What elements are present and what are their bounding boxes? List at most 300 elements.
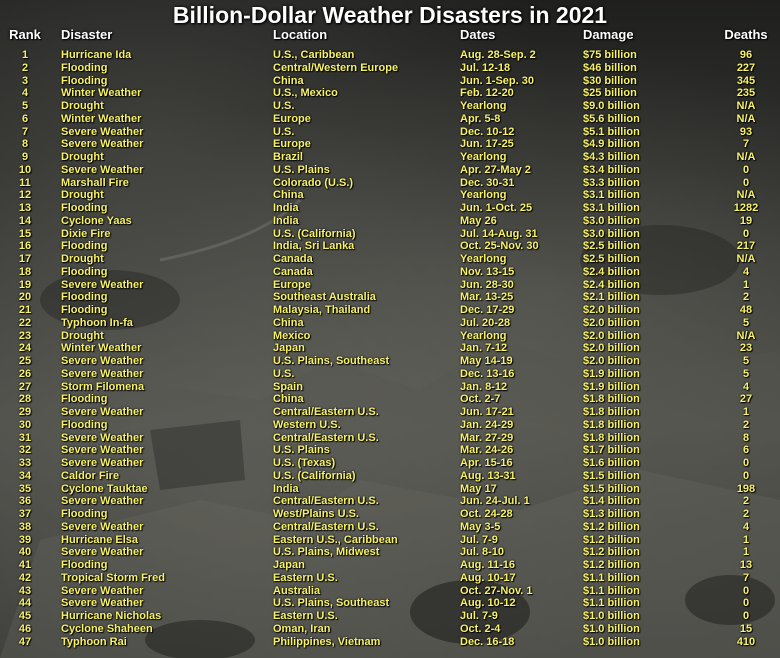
disaster-cell: Severe Weather <box>61 584 144 597</box>
damage-cell: $2.0 billion <box>583 342 640 355</box>
deaths-cell: 19 <box>739 214 753 227</box>
table-row <box>0 291 780 304</box>
damage-cell: $1.1 billion <box>583 597 640 610</box>
disaster-cell: Flooding <box>61 265 108 278</box>
damage-cell: $46 billion <box>583 61 637 74</box>
deaths-cell: 0 <box>742 469 750 482</box>
rank-cell: 12 <box>18 189 32 202</box>
table-row <box>0 597 780 610</box>
disaster-cell: Severe Weather <box>61 278 144 291</box>
rank-cell: 8 <box>21 138 29 151</box>
deaths-cell: N/A <box>736 189 756 202</box>
rank-cell: 23 <box>18 329 32 342</box>
rank-cell: 1 <box>21 49 29 61</box>
rank-cell: 19 <box>18 278 32 291</box>
dates-cell: Yearlong <box>460 151 507 163</box>
deaths-cell: 0 <box>742 610 750 622</box>
damage-cell: $1.1 billion <box>583 571 640 584</box>
disaster-cell: Severe Weather <box>61 431 144 444</box>
rank-cell: 18 <box>18 265 32 278</box>
disaster-cell: Drought <box>61 189 104 202</box>
disaster-cell: Caldor Fire <box>61 469 120 482</box>
deaths-cell: 2 <box>742 291 750 304</box>
rank-cell: 3 <box>21 74 29 87</box>
damage-cell: $1.0 billion <box>583 610 640 622</box>
deaths-cell: 8 <box>742 431 750 444</box>
location-cell: West/Plains U.S. <box>273 508 359 520</box>
deaths-cell: 93 <box>739 125 753 138</box>
table-row <box>0 457 780 470</box>
dates-cell: Jul. 20-28 <box>460 316 511 329</box>
table-row <box>0 215 780 228</box>
disaster-cell: Typhoon In-fa <box>61 316 133 329</box>
location-cell: Canada <box>273 265 313 278</box>
table-row <box>0 495 780 508</box>
location-cell: U.S. Plains <box>273 444 330 457</box>
header-damage: Damage <box>583 27 634 42</box>
rank-cell: 47 <box>18 635 32 648</box>
disaster-cell: Winter Weather <box>61 87 142 100</box>
location-cell: Central/Western Europe <box>273 61 399 74</box>
location-cell: U.S. <box>273 100 295 112</box>
location-cell: Eastern U.S. <box>273 610 338 622</box>
deaths-cell: 0 <box>742 597 750 610</box>
damage-cell: $1.0 billion <box>583 635 640 648</box>
location-cell: Eastern U.S. <box>273 571 338 584</box>
dates-cell: Dec. 10-12 <box>460 125 515 138</box>
deaths-cell: 0 <box>742 163 750 176</box>
rank-cell: 28 <box>18 393 32 406</box>
location-cell: China <box>273 393 304 406</box>
deaths-cell: 1282 <box>733 202 759 214</box>
disaster-cell: Cyclone Tauktae <box>61 482 148 495</box>
rank-cell: 44 <box>18 597 32 610</box>
rank-cell: 40 <box>18 546 32 559</box>
damage-cell: $2.4 billion <box>583 265 640 278</box>
dates-cell: Apr. 27-May 2 <box>460 163 531 176</box>
page-title: Billion-Dollar Weather Disasters in 2021 <box>172 2 608 28</box>
table-row <box>0 202 780 215</box>
dates-cell: Jun. 1-Oct. 25 <box>460 202 533 214</box>
disaster-cell: Flooding <box>61 74 108 87</box>
dates-cell: Yearlong <box>460 253 507 265</box>
table-row <box>0 444 780 457</box>
table-row <box>0 610 780 623</box>
disaster-cell: Severe Weather <box>61 163 144 176</box>
table-row <box>0 164 780 177</box>
disaster-table <box>0 49 780 648</box>
rank-cell: 14 <box>18 214 32 227</box>
dates-cell: Jun. 28-30 <box>460 278 514 291</box>
location-cell: U.S. Plains <box>273 163 330 176</box>
location-cell: Western U.S. <box>273 418 341 431</box>
rank-cell: 6 <box>21 112 29 125</box>
dates-cell: Yearlong <box>460 189 507 202</box>
damage-cell: $1.8 billion <box>583 406 640 418</box>
deaths-cell: 198 <box>736 482 756 495</box>
damage-cell: $1.8 billion <box>583 418 640 431</box>
disaster-cell: Flooding <box>61 508 108 520</box>
damage-cell: $1.3 billion <box>583 508 640 520</box>
rank-cell: 36 <box>18 495 32 508</box>
damage-cell: $4.9 billion <box>583 138 640 151</box>
table-row <box>0 585 780 598</box>
location-cell: Central/Eastern U.S. <box>273 431 379 444</box>
deaths-cell: 410 <box>736 635 756 648</box>
location-cell: Europe <box>273 278 311 291</box>
damage-cell: $5.6 billion <box>583 112 640 125</box>
location-cell: India, Sri Lanka <box>273 240 355 253</box>
deaths-cell: 217 <box>736 240 756 253</box>
disaster-cell: Severe Weather <box>61 406 144 418</box>
damage-cell: $1.8 billion <box>583 431 640 444</box>
damage-cell: $3.3 billion <box>583 176 640 189</box>
damage-cell: $1.2 billion <box>583 546 640 559</box>
damage-cell: $1.5 billion <box>583 482 640 495</box>
deaths-cell: 1 <box>742 278 750 291</box>
dates-cell: Oct. 2-4 <box>460 622 501 635</box>
deaths-cell: 5 <box>742 316 750 329</box>
table-row <box>0 100 780 113</box>
table-row <box>0 151 780 164</box>
dates-cell: Jan. 8-12 <box>460 380 508 393</box>
location-cell: Canada <box>273 253 313 265</box>
location-cell: U.S. (California) <box>273 227 356 240</box>
damage-cell: $3.1 billion <box>583 202 640 214</box>
damage-cell: $1.2 billion <box>583 520 640 533</box>
damage-cell: $3.0 billion <box>583 214 640 227</box>
rank-cell: 46 <box>18 622 32 635</box>
dates-cell: Dec. 16-18 <box>460 635 515 648</box>
dates-cell: Apr. 15-16 <box>460 457 513 469</box>
table-row <box>0 368 780 381</box>
dates-cell: Jul. 7-9 <box>460 610 498 622</box>
dates-cell: Mar. 24-26 <box>460 444 514 457</box>
disaster-cell: Hurricane Elsa <box>61 533 139 546</box>
damage-cell: $9.0 billion <box>583 100 640 112</box>
rank-cell: 7 <box>21 125 29 138</box>
dates-cell: Oct. 2-7 <box>460 393 501 406</box>
deaths-cell: 7 <box>742 571 750 584</box>
table-row <box>0 253 780 266</box>
location-cell: U.S. <box>273 125 295 138</box>
disaster-cell: Severe Weather <box>61 355 144 367</box>
location-cell: Colorado (U.S.) <box>273 176 354 189</box>
disaster-cell: Flooding <box>61 291 108 304</box>
rank-cell: 22 <box>18 316 32 329</box>
disaster-cell: Marshall Fire <box>61 176 129 189</box>
dates-cell: Aug. 11-16 <box>460 559 516 571</box>
table-row <box>0 87 780 100</box>
damage-cell: $5.1 billion <box>583 125 640 138</box>
rank-cell: 32 <box>18 444 32 457</box>
table-row <box>0 559 780 572</box>
damage-cell: $1.9 billion <box>583 380 640 393</box>
disaster-cell: Flooding <box>61 418 108 431</box>
deaths-cell: 13 <box>739 559 753 571</box>
table-row <box>0 508 780 521</box>
dates-cell: Yearlong <box>460 100 507 112</box>
rank-cell: 20 <box>18 291 32 304</box>
damage-cell: $3.4 billion <box>583 163 640 176</box>
deaths-cell: 4 <box>742 520 750 533</box>
deaths-cell: 15 <box>739 622 753 635</box>
rank-cell: 27 <box>18 380 32 393</box>
deaths-cell: 23 <box>739 342 753 355</box>
rank-cell: 38 <box>18 520 32 533</box>
deaths-cell: 345 <box>736 74 756 87</box>
location-cell: India <box>273 214 299 227</box>
dates-cell: Jul. 8-10 <box>460 546 505 559</box>
damage-cell: $1.1 billion <box>583 584 640 597</box>
disaster-cell: Drought <box>61 329 104 342</box>
disaster-cell: Severe Weather <box>61 444 144 457</box>
damage-cell: $75 billion <box>583 49 637 61</box>
rank-cell: 43 <box>18 584 32 597</box>
dates-cell: Jun. 17-21 <box>460 406 514 418</box>
deaths-cell: N/A <box>736 253 756 265</box>
damage-cell: $1.2 billion <box>583 559 640 571</box>
damage-cell: $1.8 billion <box>583 393 640 406</box>
rank-cell: 21 <box>18 304 32 316</box>
table-row <box>0 126 780 139</box>
table-row <box>0 572 780 585</box>
location-cell: Mexico <box>273 329 311 342</box>
deaths-cell: 0 <box>742 584 750 597</box>
deaths-cell: 4 <box>742 265 750 278</box>
rank-cell: 41 <box>18 559 32 571</box>
location-cell: China <box>273 189 304 202</box>
damage-cell: $1.2 billion <box>583 533 640 546</box>
location-cell: Central/Eastern U.S. <box>273 520 379 533</box>
disaster-cell: Drought <box>61 151 104 163</box>
dates-cell: May 3-5 <box>460 520 501 533</box>
location-cell: Japan <box>273 559 305 571</box>
table-row <box>0 240 780 253</box>
deaths-cell: 0 <box>742 176 750 189</box>
dates-cell: Aug. 10-17 <box>460 571 516 584</box>
deaths-cell: 2 <box>742 508 750 520</box>
table-row <box>0 189 780 202</box>
rank-cell: 35 <box>18 482 32 495</box>
location-cell: U.S. Plains, Southeast <box>273 355 390 367</box>
deaths-cell: 2 <box>742 418 750 431</box>
dates-cell: Mar. 27-29 <box>460 431 514 444</box>
disaster-cell: Drought <box>61 253 104 265</box>
rank-cell: 33 <box>18 457 32 469</box>
damage-cell: $2.0 billion <box>583 329 640 342</box>
disaster-cell: Hurricane Nicholas <box>61 610 162 622</box>
damage-cell: $2.1 billion <box>583 291 640 304</box>
location-cell: U.S., Mexico <box>273 87 338 100</box>
disaster-cell: Tropical Storm Fred <box>61 571 165 584</box>
rank-cell: 16 <box>18 240 32 253</box>
table-row <box>0 266 780 279</box>
rank-cell: 42 <box>18 571 32 584</box>
table-row <box>0 279 780 292</box>
rank-cell: 10 <box>18 163 32 176</box>
deaths-cell: 96 <box>739 49 753 61</box>
damage-cell: $25 billion <box>583 87 637 100</box>
rank-cell: 34 <box>18 469 32 482</box>
table-row <box>0 330 780 343</box>
deaths-cell: 5 <box>742 355 750 367</box>
damage-cell: $1.4 billion <box>583 495 640 508</box>
deaths-cell: N/A <box>736 100 756 112</box>
disaster-cell: Flooding <box>61 202 108 214</box>
dates-cell: Jun. 24-Jul. 1 <box>460 495 530 508</box>
disaster-cell: Flooding <box>61 240 108 253</box>
table-row <box>0 49 780 62</box>
location-cell: Central/Eastern U.S. <box>273 406 379 418</box>
table-row <box>0 355 780 368</box>
disaster-cell: Severe Weather <box>61 138 144 151</box>
damage-cell: $2.0 billion <box>583 316 640 329</box>
dates-cell: Nov. 13-15 <box>460 265 515 278</box>
rank-cell: 37 <box>18 508 32 520</box>
damage-cell: $1.0 billion <box>583 622 640 635</box>
dates-cell: Jul. 12-18 <box>460 61 511 74</box>
table-row <box>0 138 780 151</box>
rank-cell: 17 <box>18 253 32 265</box>
table-row <box>0 470 780 483</box>
disaster-cell: Severe Weather <box>61 367 144 380</box>
damage-cell: $30 billion <box>583 74 637 87</box>
location-cell: U.S., Caribbean <box>273 49 355 61</box>
dates-cell: May 14-19 <box>460 355 513 367</box>
dates-cell: Jul. 7-9 <box>460 533 498 546</box>
deaths-cell: 7 <box>742 138 750 151</box>
dates-cell: Jun. 17-25 <box>460 138 514 151</box>
dates-cell: Aug. 28-Sep. 2 <box>460 49 536 61</box>
damage-cell: $2.0 billion <box>583 304 640 316</box>
dates-cell: Feb. 12-20 <box>460 87 514 100</box>
table-row <box>0 419 780 432</box>
damage-cell: $2.5 billion <box>583 253 640 265</box>
deaths-cell: 5 <box>742 367 750 380</box>
table-row <box>0 228 780 241</box>
location-cell: Europe <box>273 112 311 125</box>
damage-cell: $2.5 billion <box>583 240 640 253</box>
deaths-cell: 0 <box>742 227 750 240</box>
table-row <box>0 75 780 88</box>
damage-cell: $4.3 billion <box>583 151 640 163</box>
table-row <box>0 113 780 126</box>
deaths-cell: N/A <box>736 112 756 125</box>
header-dates: Dates <box>460 27 496 42</box>
header-rank: Rank <box>9 27 41 42</box>
location-cell: Oman, Iran <box>273 622 331 635</box>
location-cell: Australia <box>273 584 321 597</box>
disaster-cell: Dixie Fire <box>61 227 111 240</box>
rank-cell: 30 <box>18 418 32 431</box>
disaster-cell: Winter Weather <box>61 112 142 125</box>
table-row <box>0 406 780 419</box>
location-cell: Malaysia, Thailand <box>273 304 371 316</box>
disaster-cell: Severe Weather <box>61 125 144 138</box>
dates-cell: Yearlong <box>460 329 507 342</box>
dates-cell: Jan. 7-12 <box>460 342 508 355</box>
dates-cell: Dec. 17-29 <box>460 304 515 316</box>
deaths-cell: 27 <box>739 393 753 406</box>
damage-cell: $2.0 billion <box>583 355 640 367</box>
damage-cell: $1.6 billion <box>583 457 640 469</box>
location-cell: U.S. Plains, Southeast <box>273 597 390 610</box>
location-cell: U.S. <box>273 367 295 380</box>
dates-cell: Aug. 13-31 <box>460 469 516 482</box>
disaster-cell: Severe Weather <box>61 546 144 559</box>
location-cell: Eastern U.S., Caribbean <box>273 533 398 546</box>
location-cell: Philippines, Vietnam <box>273 635 381 648</box>
deaths-cell: 6 <box>742 444 750 457</box>
dates-cell: May 26 <box>460 214 497 227</box>
dates-cell: Oct. 24-28 <box>460 508 513 520</box>
table-row <box>0 546 780 559</box>
disaster-cell: Severe Weather <box>61 597 144 610</box>
rank-cell: 26 <box>18 367 32 380</box>
rank-cell: 13 <box>18 202 32 214</box>
rank-cell: 24 <box>18 342 32 355</box>
dates-cell: Oct. 27-Nov. 1 <box>460 584 533 597</box>
location-cell: U.S. Plains, Midwest <box>273 546 380 559</box>
deaths-cell: N/A <box>736 329 756 342</box>
damage-cell: $3.0 billion <box>583 227 640 240</box>
disaster-cell: Cyclone Yaas <box>61 214 132 227</box>
deaths-cell: 48 <box>739 304 753 316</box>
dates-cell: May 17 <box>460 482 497 495</box>
rank-cell: 25 <box>18 355 32 367</box>
deaths-cell: 1 <box>742 546 750 559</box>
dates-cell: Jun. 1-Sep. 30 <box>460 74 534 87</box>
table-row <box>0 521 780 534</box>
rank-cell: 11 <box>19 176 31 189</box>
dates-cell: Aug. 10-12 <box>460 597 516 610</box>
disaster-cell: Severe Weather <box>61 457 144 469</box>
disaster-cell: Severe Weather <box>61 495 144 508</box>
dates-cell: Jan. 24-29 <box>460 418 514 431</box>
damage-cell: $1.9 billion <box>583 367 640 380</box>
rank-cell: 45 <box>18 610 32 622</box>
disaster-cell: Typhoon Rai <box>61 635 127 648</box>
table-row <box>0 483 780 496</box>
deaths-cell: 235 <box>736 87 756 100</box>
disaster-cell: Winter Weather <box>61 342 142 355</box>
disaster-cell: Storm Filomena <box>61 380 145 393</box>
table-row <box>0 317 780 330</box>
rank-cell: 4 <box>21 87 29 100</box>
location-cell: Spain <box>273 380 303 393</box>
deaths-cell: 1 <box>742 406 750 418</box>
rank-cell: 39 <box>18 533 32 546</box>
disaster-cell: Flooding <box>61 559 108 571</box>
location-cell: India <box>273 202 299 214</box>
rank-cell: 15 <box>18 227 32 240</box>
disaster-cell: Cyclone Shaheen <box>61 622 153 635</box>
location-cell: Southeast Australia <box>273 291 376 304</box>
location-cell: India <box>273 482 299 495</box>
dates-cell: Dec. 13-16 <box>460 367 515 380</box>
table-row <box>0 304 780 317</box>
damage-cell: $1.5 billion <box>583 469 640 482</box>
table-row <box>0 393 780 406</box>
damage-cell: $1.7 billion <box>583 444 640 457</box>
rank-cell: 31 <box>18 431 32 444</box>
location-cell: Japan <box>273 342 305 355</box>
deaths-cell: 4 <box>742 380 750 393</box>
table-row <box>0 62 780 75</box>
disaster-cell: Drought <box>61 100 104 112</box>
deaths-cell: 2 <box>742 495 750 508</box>
